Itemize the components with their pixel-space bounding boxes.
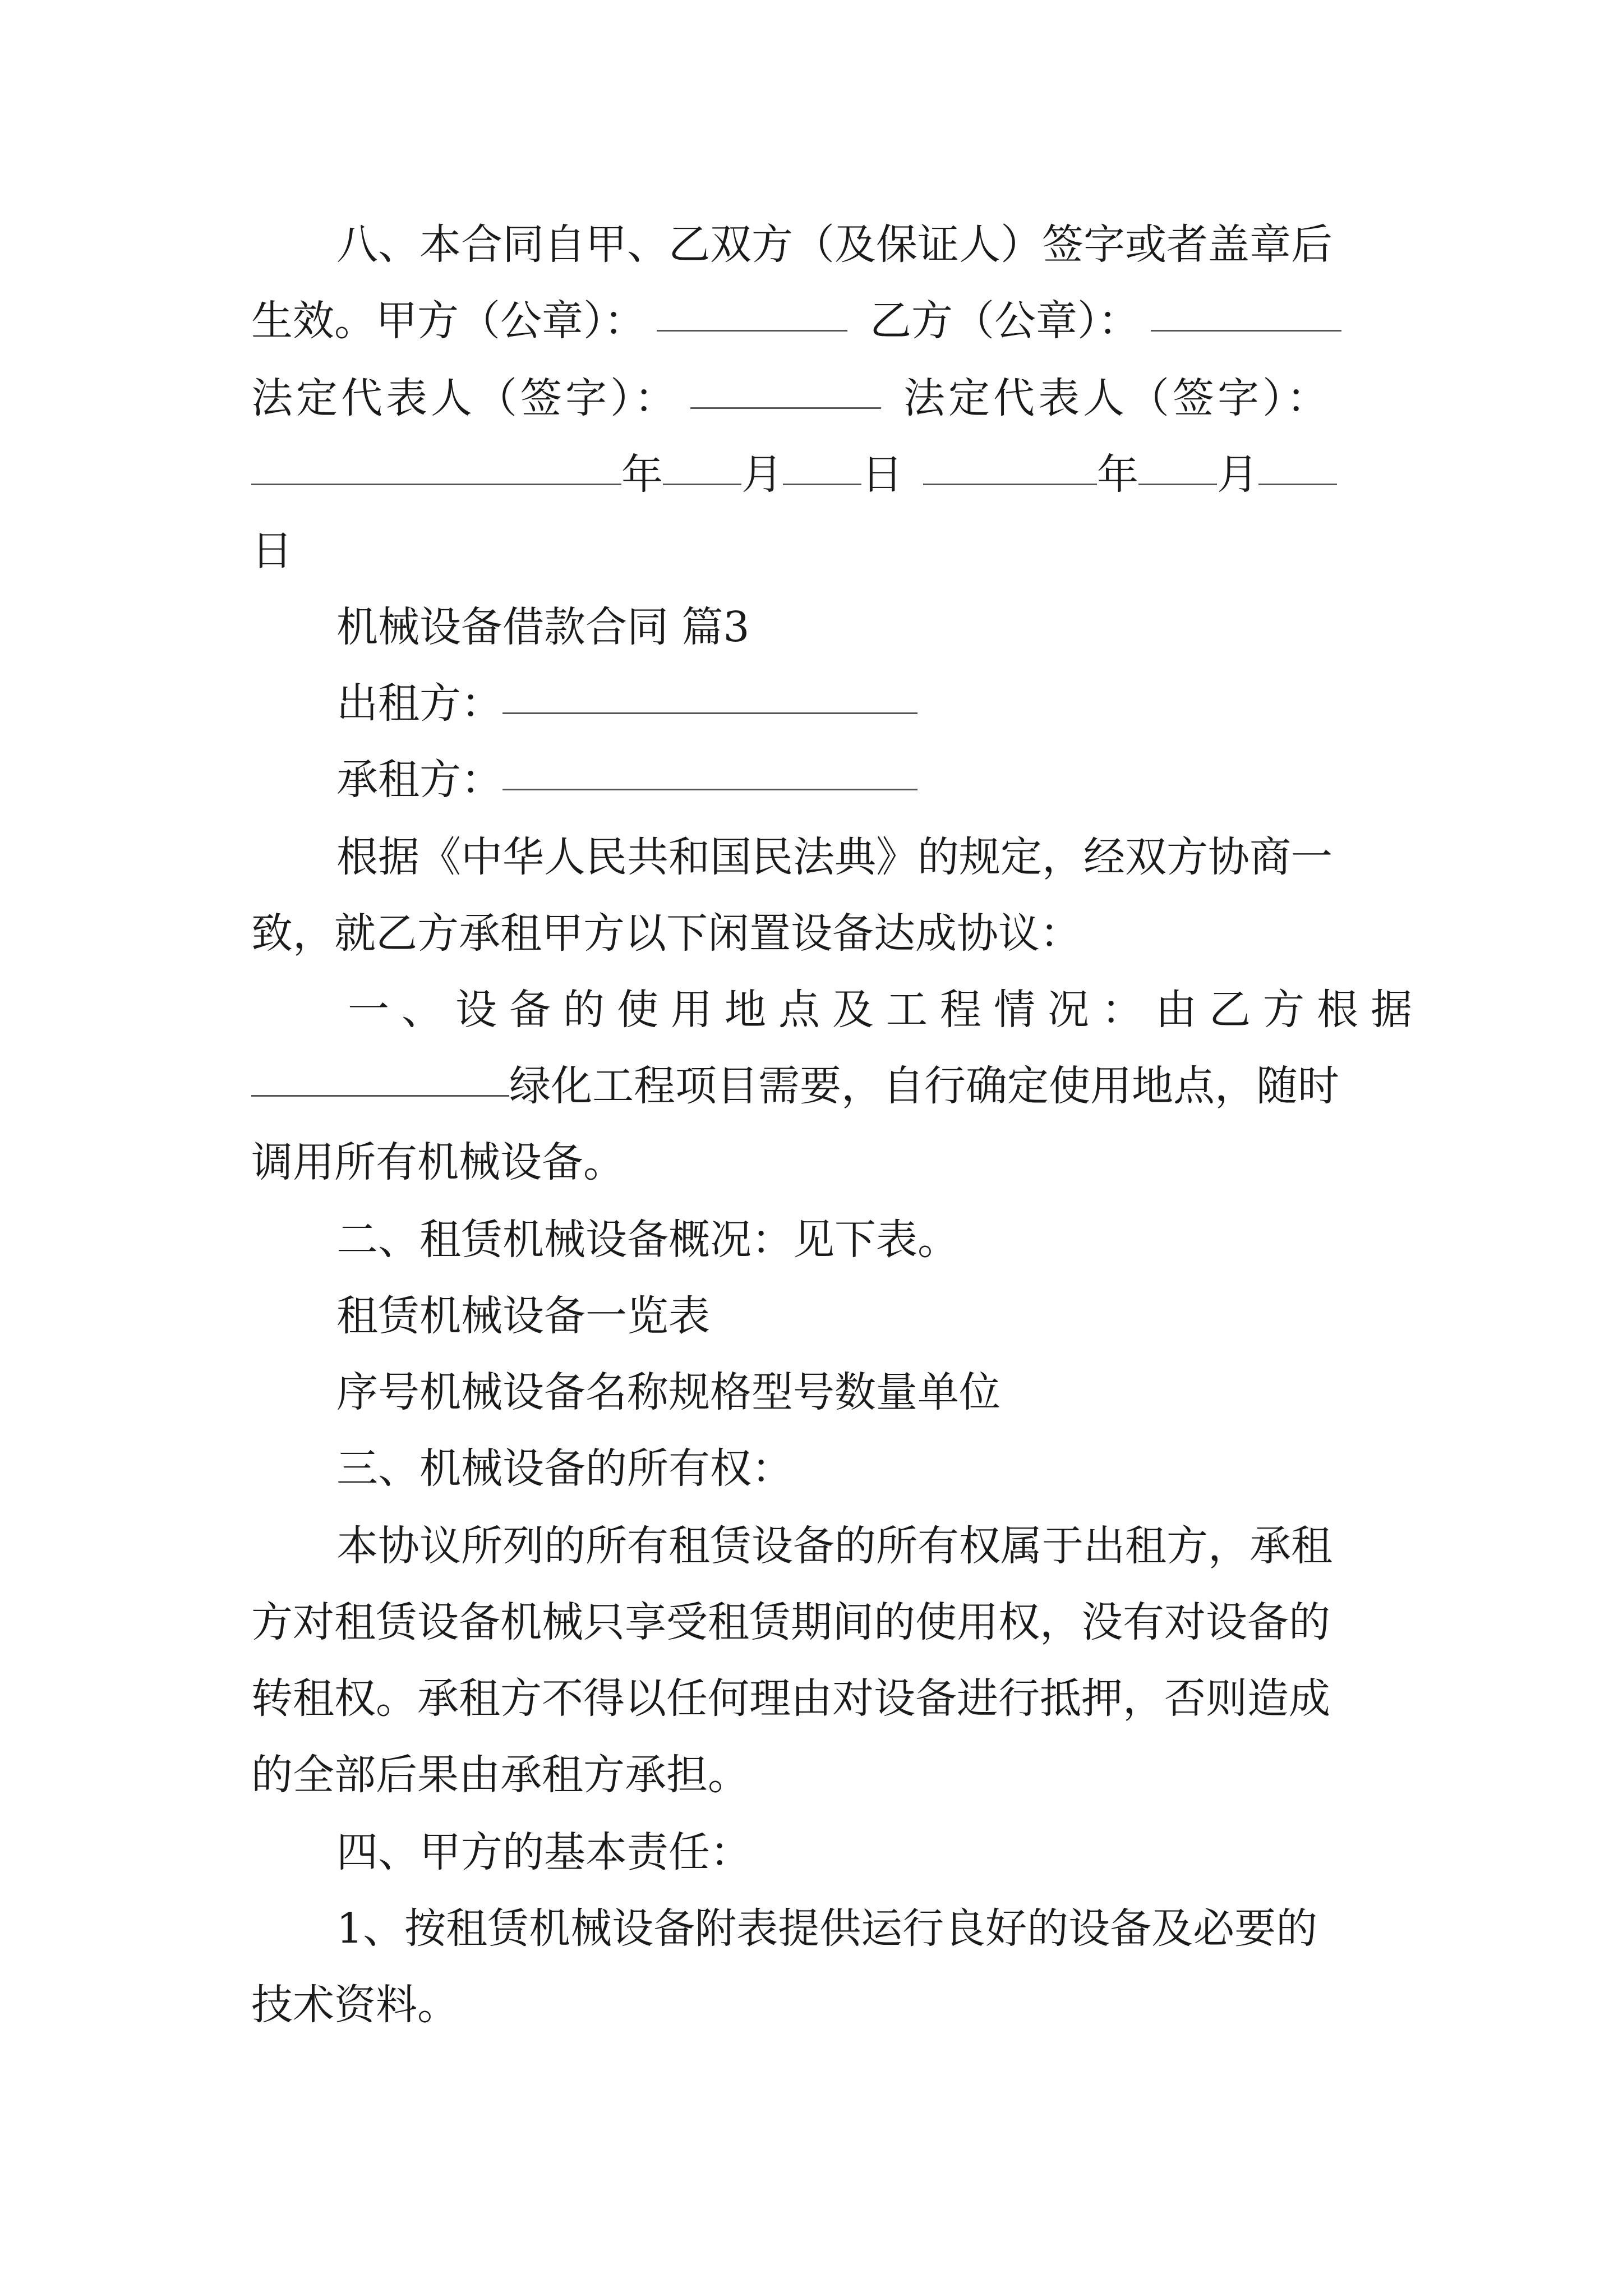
party-a-seal-label: 生效。甲方（公章）： (251, 297, 645, 345)
table-title: 租赁机械设备一览表 (336, 1292, 710, 1340)
party-a-seal-blank[interactable] (657, 330, 847, 332)
date-b-day-label: 日 (251, 527, 293, 575)
item-1-line-3: 调用所有机械设备。 (251, 1138, 625, 1186)
intro-line-1: 根据《中华人民共和国民法典》的规定，经双方协商一 (336, 833, 1332, 881)
date-a-year-label: 年 (621, 450, 663, 499)
project-name-blank[interactable] (251, 1095, 509, 1097)
section-title: 机械设备借款合同 篇3 (336, 603, 750, 651)
duty-1-line-1: 1、按租赁机械设备附表提供运行良好的设备及必要的 (336, 1904, 1318, 1953)
party-b-seal-blank[interactable] (1151, 330, 1341, 332)
lessee-label: 承租方： (336, 756, 502, 804)
party-a-rep-label: 法定代表人（签字）： (251, 374, 679, 422)
party-b-seal-label: 乙方（公章）： (870, 297, 1140, 345)
date-a-month-label: 月 (741, 450, 783, 499)
table-header: 序号机械设备名称规格型号数量单位 (336, 1368, 1000, 1416)
lessor-blank[interactable] (502, 712, 917, 714)
ownership-line-4: 的全部后果由承租方承担。 (251, 1751, 749, 1799)
date-b-year-label: 年 (1097, 450, 1138, 499)
item-2: 二、租赁机械设备概况：见下表。 (336, 1216, 959, 1264)
party-b-rep-label: 法定代表人（签字）： (903, 374, 1331, 422)
date-b-year-blank[interactable] (923, 484, 1097, 485)
date-b-month-blank[interactable] (1138, 484, 1217, 485)
date-a-day-label: 日 (861, 450, 903, 499)
lessee-line (336, 740, 1384, 819)
date-a-year-blank[interactable] (251, 484, 621, 485)
signing-date-line (251, 435, 1384, 514)
date-a-month-blank[interactable] (663, 484, 741, 485)
ownership-line-1: 本协议所列的所有租赁设备的所有权属于出租方，承租 (336, 1522, 1332, 1570)
party-a-rep-blank[interactable] (690, 407, 881, 409)
lessor-line (336, 664, 1384, 743)
item-4: 四、甲方的基本责任： (336, 1828, 751, 1876)
lessee-blank[interactable] (502, 789, 917, 790)
item-1-line-2-text: 绿化工程项目需要，自行确定使用地点，随时 (509, 1062, 1339, 1110)
ownership-line-3: 转租权。承租方不得以任何理由对设备进行抵押，否则造成 (251, 1674, 1330, 1723)
lessor-label: 出租方： (336, 679, 502, 728)
clause-8-line-3 (251, 359, 1384, 438)
clause-8-line-1: 八、本合同自甲、乙双方（及保证人）签字或者盖章后 (336, 220, 1332, 269)
item-1-line-1 (348, 970, 1424, 1049)
intro-line-2: 致，就乙方承租甲方以下闲置设备达成协议： (251, 909, 1081, 958)
item-1-line-2 (251, 1047, 1384, 1125)
date-a-day-blank[interactable] (783, 484, 861, 485)
item-3: 三、机械设备的所有权： (336, 1444, 793, 1493)
duty-1-line-2: 技术资料。 (251, 1981, 459, 2029)
date-b-day-blank[interactable] (1258, 484, 1337, 485)
clause-8-line-2 (251, 282, 1384, 360)
date-b-month-label: 月 (1217, 450, 1258, 499)
item-1-text: 一、设备的使用地点及工程情况：由乙方根据 (348, 986, 1424, 1034)
ownership-line-2: 方对租赁设备机械只享受租赁期间的使用权，没有对设备的 (251, 1598, 1330, 1646)
